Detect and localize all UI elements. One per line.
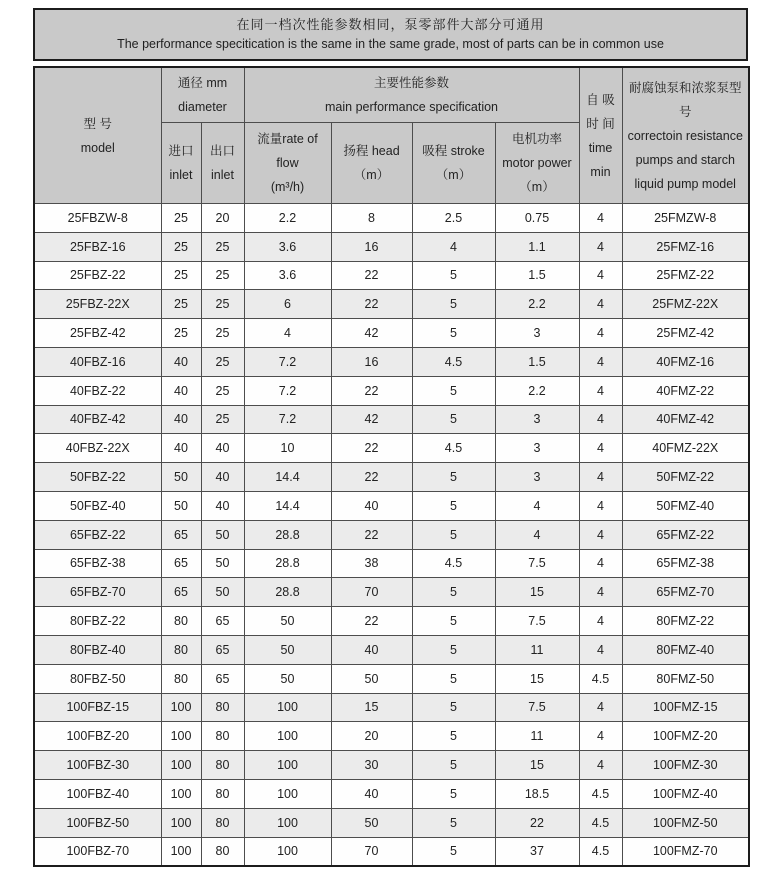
table-cell: 4.5 xyxy=(579,779,622,808)
table-cell: 4.5 xyxy=(579,664,622,693)
table-cell: 65FBZ-70 xyxy=(34,578,161,607)
header-head-unit: （m） xyxy=(353,168,390,182)
table-cell: 15 xyxy=(495,664,579,693)
table-cell: 65FMZ-70 xyxy=(622,578,749,607)
table-cell: 22 xyxy=(331,434,412,463)
table-cell: 4 xyxy=(579,261,622,290)
table-cell: 100 xyxy=(244,693,331,722)
table-cell: 100FBZ-15 xyxy=(34,693,161,722)
table-cell: 22 xyxy=(495,808,579,837)
table-cell: 50 xyxy=(161,463,201,492)
table-cell: 25 xyxy=(161,204,201,233)
table-cell: 100FBZ-20 xyxy=(34,722,161,751)
table-cell: 100FBZ-30 xyxy=(34,751,161,780)
table-cell: 50 xyxy=(201,549,244,578)
table-cell: 100 xyxy=(244,837,331,866)
table-cell: 3.6 xyxy=(244,261,331,290)
table-cell: 40FMZ-42 xyxy=(622,405,749,434)
table-cell: 80FMZ-22 xyxy=(622,607,749,636)
table-cell: 100 xyxy=(161,751,201,780)
table-row xyxy=(34,808,749,837)
table-cell: 28.8 xyxy=(244,520,331,549)
table-cell: 22 xyxy=(331,376,412,405)
table-cell: 10 xyxy=(244,434,331,463)
table-cell: 25 xyxy=(161,319,201,348)
table-cell: 65 xyxy=(201,607,244,636)
table-cell: 5 xyxy=(412,520,495,549)
table-cell: 4 xyxy=(579,520,622,549)
table-cell: 25 xyxy=(201,232,244,261)
table-cell: 5 xyxy=(412,491,495,520)
table-cell: 80FBZ-22 xyxy=(34,607,161,636)
table-cell: 80 xyxy=(201,837,244,866)
table-cell: 65 xyxy=(201,664,244,693)
table-cell: 50 xyxy=(244,635,331,664)
table-cell: 40FMZ-16 xyxy=(622,347,749,376)
table-cell: 4 xyxy=(579,376,622,405)
table-cell: 40 xyxy=(161,405,201,434)
table-cell: 7.2 xyxy=(244,347,331,376)
table-row xyxy=(34,463,749,492)
table-cell: 4 xyxy=(579,751,622,780)
table-cell: 1.5 xyxy=(495,261,579,290)
header-self-priming-time xyxy=(579,67,622,204)
table-cell: 4 xyxy=(579,693,622,722)
table-cell: 50 xyxy=(201,520,244,549)
table-cell: 80FMZ-40 xyxy=(622,635,749,664)
table-cell: 4.5 xyxy=(412,549,495,578)
header-motor-power xyxy=(495,123,579,204)
table-cell: 4 xyxy=(579,405,622,434)
table-cell: 40FMZ-22 xyxy=(622,376,749,405)
table-row xyxy=(34,491,749,520)
table-cell: 100 xyxy=(244,779,331,808)
header-outlet xyxy=(201,123,244,204)
table-cell: 25 xyxy=(201,405,244,434)
table-cell: 100FMZ-15 xyxy=(622,693,749,722)
table-cell: 7.5 xyxy=(495,549,579,578)
table-cell: 15 xyxy=(495,751,579,780)
header-inlet-en: inlet xyxy=(169,168,193,182)
table-cell: 22 xyxy=(331,520,412,549)
table-cell: 25 xyxy=(161,290,201,319)
table-cell: 22 xyxy=(331,607,412,636)
table-row xyxy=(34,319,749,348)
table-cell: 28.8 xyxy=(244,578,331,607)
table-cell: 50 xyxy=(201,578,244,607)
table-cell: 100FMZ-50 xyxy=(622,808,749,837)
table-cell: 42 xyxy=(331,405,412,434)
table-cell: 65 xyxy=(161,578,201,607)
table-cell: 65FMZ-38 xyxy=(622,549,749,578)
table-cell: 65FMZ-22 xyxy=(622,520,749,549)
table-cell: 5 xyxy=(412,751,495,780)
table-cell: 20 xyxy=(201,204,244,233)
header-main-performance xyxy=(244,67,579,123)
table-cell: 20 xyxy=(331,722,412,751)
table-cell: 22 xyxy=(331,261,412,290)
header-diameter-en: diameter xyxy=(178,100,227,114)
table-cell: 50 xyxy=(331,808,412,837)
table-cell: 100 xyxy=(161,693,201,722)
table-row xyxy=(34,751,749,780)
table-cell: 8 xyxy=(331,204,412,233)
table-cell: 40FBZ-16 xyxy=(34,347,161,376)
table-cell: 5 xyxy=(412,779,495,808)
table-cell: 100 xyxy=(244,751,331,780)
table-cell: 25FMZ-16 xyxy=(622,232,749,261)
header-diameter xyxy=(161,67,244,123)
table-cell: 40 xyxy=(331,779,412,808)
table-cell: 4 xyxy=(579,290,622,319)
table-row xyxy=(34,434,749,463)
header-inlet xyxy=(161,123,201,204)
notice-text-en: The performance specitication is the same in the same grade, most of parts can be in common use xyxy=(117,37,664,51)
table-cell: 4 xyxy=(579,549,622,578)
table-cell: 3 xyxy=(495,463,579,492)
table-cell: 40 xyxy=(161,347,201,376)
notice-banner xyxy=(33,8,748,61)
table-cell: 25 xyxy=(201,319,244,348)
table-cell: 5 xyxy=(412,607,495,636)
table-cell: 30 xyxy=(331,751,412,780)
table-row xyxy=(34,549,749,578)
table-cell: 22 xyxy=(331,463,412,492)
notice-text-zh: 在同一档次性能参数相同，泵零部件大部分可通用 xyxy=(236,17,545,32)
table-cell: 25 xyxy=(201,290,244,319)
table-row xyxy=(34,520,749,549)
table-cell: 4 xyxy=(579,347,622,376)
table-cell: 100 xyxy=(161,808,201,837)
table-cell: 2.2 xyxy=(244,204,331,233)
table-cell: 4 xyxy=(579,635,622,664)
table-cell: 7.5 xyxy=(495,607,579,636)
table-cell: 25 xyxy=(201,376,244,405)
table-cell: 4 xyxy=(579,491,622,520)
table-cell: 100 xyxy=(161,722,201,751)
table-cell: 40FBZ-22X xyxy=(34,434,161,463)
table-cell: 4 xyxy=(244,319,331,348)
table-cell: 50FBZ-40 xyxy=(34,491,161,520)
table-row xyxy=(34,693,749,722)
table-cell: 40 xyxy=(331,491,412,520)
table-cell: 40 xyxy=(331,635,412,664)
table-cell: 70 xyxy=(331,578,412,607)
table-cell: 40FBZ-42 xyxy=(34,405,161,434)
table-cell: 65 xyxy=(161,549,201,578)
table-cell: 5 xyxy=(412,319,495,348)
table-cell: 40 xyxy=(161,376,201,405)
header-flow xyxy=(244,123,331,204)
table-cell: 7.2 xyxy=(244,376,331,405)
header-power-zh: 电机功率 xyxy=(511,132,562,146)
header-stroke xyxy=(412,123,495,204)
table-cell: 80 xyxy=(161,635,201,664)
header-main-en: main performance specification xyxy=(325,100,498,114)
table-cell: 11 xyxy=(495,635,579,664)
pump-spec-table xyxy=(33,66,750,867)
table-cell: 15 xyxy=(331,693,412,722)
table-row xyxy=(34,578,749,607)
table-cell: 4.5 xyxy=(412,434,495,463)
table-cell: 40 xyxy=(201,463,244,492)
table-cell: 80 xyxy=(201,693,244,722)
table-cell: 4 xyxy=(579,434,622,463)
table-cell: 80FBZ-40 xyxy=(34,635,161,664)
table-cell: 50 xyxy=(161,491,201,520)
table-row xyxy=(34,232,749,261)
table-cell: 4 xyxy=(579,232,622,261)
table-cell: 3 xyxy=(495,405,579,434)
table-cell: 65 xyxy=(201,635,244,664)
table-cell: 14.4 xyxy=(244,463,331,492)
header-time-en2: min xyxy=(590,164,611,179)
table-cell: 4 xyxy=(495,491,579,520)
table-cell: 25 xyxy=(201,261,244,290)
table-cell: 80 xyxy=(201,722,244,751)
table-row xyxy=(34,722,749,751)
table-cell: 42 xyxy=(331,319,412,348)
table-cell: 5 xyxy=(412,722,495,751)
header-time-zh1: 自 吸 xyxy=(586,92,615,107)
header-model xyxy=(34,67,161,204)
header-head xyxy=(331,123,412,204)
table-cell: 25FMZ-42 xyxy=(622,319,749,348)
header-model-en: model xyxy=(80,140,115,155)
table-cell: 100FMZ-70 xyxy=(622,837,749,866)
table-cell: 100FBZ-50 xyxy=(34,808,161,837)
table-cell: 2.2 xyxy=(495,290,579,319)
header-flow-label: 流量rate of flow xyxy=(257,132,318,170)
header-resistant-en2: pumps and starch xyxy=(635,152,735,167)
table-cell: 65FBZ-38 xyxy=(34,549,161,578)
table-cell: 5 xyxy=(412,808,495,837)
table-cell: 100 xyxy=(244,722,331,751)
table-cell: 4.5 xyxy=(579,808,622,837)
header-resistant-en1: correctoin resistance xyxy=(627,128,743,143)
table-cell: 6 xyxy=(244,290,331,319)
table-cell: 50FMZ-22 xyxy=(622,463,749,492)
table-cell: 25FBZ-42 xyxy=(34,319,161,348)
table-cell: 25FBZ-16 xyxy=(34,232,161,261)
table-cell: 4 xyxy=(495,520,579,549)
table-cell: 80FBZ-50 xyxy=(34,664,161,693)
table-cell: 50FBZ-22 xyxy=(34,463,161,492)
table-row xyxy=(34,376,749,405)
header-diameter-zh: 通径 mm xyxy=(177,76,228,90)
header-stroke-label: 吸程 stroke xyxy=(422,144,485,158)
table-cell: 100FMZ-20 xyxy=(622,722,749,751)
table-cell: 15 xyxy=(495,578,579,607)
table-cell: 100 xyxy=(161,779,201,808)
table-cell: 25 xyxy=(161,232,201,261)
table-cell: 7.5 xyxy=(495,693,579,722)
header-inlet-zh: 进口 xyxy=(168,144,194,158)
table-cell: 25FMZ-22 xyxy=(622,261,749,290)
table-cell: 25FBZ-22 xyxy=(34,261,161,290)
header-flow-unit: (m³/h) xyxy=(270,180,305,194)
table-cell: 40 xyxy=(201,491,244,520)
table-cell: 25FMZ-22X xyxy=(622,290,749,319)
table-cell: 100 xyxy=(244,808,331,837)
table-cell: 100FBZ-40 xyxy=(34,779,161,808)
table-cell: 40 xyxy=(161,434,201,463)
table-cell: 70 xyxy=(331,837,412,866)
header-model-zh: 型 号 xyxy=(83,116,112,131)
table-cell: 11 xyxy=(495,722,579,751)
table-cell: 18.5 xyxy=(495,779,579,808)
table-cell: 80 xyxy=(161,664,201,693)
table-cell: 80FMZ-50 xyxy=(622,664,749,693)
table-cell: 50 xyxy=(244,664,331,693)
table-cell: 40 xyxy=(201,434,244,463)
table-cell: 4 xyxy=(579,204,622,233)
table-cell: 80 xyxy=(161,607,201,636)
header-resistant-model xyxy=(622,67,749,204)
table-cell: 37 xyxy=(495,837,579,866)
spec-table-body xyxy=(34,204,749,867)
table-cell: 50FMZ-40 xyxy=(622,491,749,520)
table-cell: 3.6 xyxy=(244,232,331,261)
table-cell: 2.2 xyxy=(495,376,579,405)
table-cell: 25FBZ-22X xyxy=(34,290,161,319)
table-cell: 4 xyxy=(579,319,622,348)
table-cell: 5 xyxy=(412,664,495,693)
header-resistant-en3: liquid pump model xyxy=(634,176,736,191)
table-cell: 2.5 xyxy=(412,204,495,233)
table-cell: 40FBZ-22 xyxy=(34,376,161,405)
table-cell: 5 xyxy=(412,463,495,492)
table-cell: 4.5 xyxy=(412,347,495,376)
table-cell: 16 xyxy=(331,347,412,376)
table-cell: 25FMZW-8 xyxy=(622,204,749,233)
table-cell: 80 xyxy=(201,808,244,837)
table-cell: 7.2 xyxy=(244,405,331,434)
table-cell: 25 xyxy=(161,261,201,290)
table-cell: 25FBZW-8 xyxy=(34,204,161,233)
table-cell: 5 xyxy=(412,261,495,290)
header-time-en1: time xyxy=(588,140,613,155)
table-row xyxy=(34,405,749,434)
header-head-label: 扬程 head xyxy=(343,144,400,158)
table-cell: 50 xyxy=(244,607,331,636)
table-cell: 65FBZ-22 xyxy=(34,520,161,549)
header-time-zh2: 时 间 xyxy=(586,116,615,131)
table-row xyxy=(34,635,749,664)
table-row xyxy=(34,779,749,808)
table-cell: 3 xyxy=(495,319,579,348)
table-cell: 4.5 xyxy=(579,837,622,866)
table-cell: 5 xyxy=(412,635,495,664)
table-cell: 38 xyxy=(331,549,412,578)
header-power-unit: （m） xyxy=(519,180,555,194)
table-row xyxy=(34,664,749,693)
table-row xyxy=(34,347,749,376)
table-cell: 1.5 xyxy=(495,347,579,376)
header-main-zh: 主要性能参数 xyxy=(373,76,449,90)
table-cell: 25 xyxy=(201,347,244,376)
table-cell: 80 xyxy=(201,751,244,780)
table-cell: 4 xyxy=(579,722,622,751)
table-cell: 4 xyxy=(579,463,622,492)
table-cell: 5 xyxy=(412,376,495,405)
table-cell: 5 xyxy=(412,578,495,607)
table-cell: 1.1 xyxy=(495,232,579,261)
table-cell: 4 xyxy=(579,578,622,607)
header-outlet-zh: 出口 xyxy=(209,144,235,158)
table-cell: 100FMZ-30 xyxy=(622,751,749,780)
header-outlet-en: inlet xyxy=(211,168,234,182)
table-cell: 40FMZ-22X xyxy=(622,434,749,463)
header-power-en: motor power xyxy=(502,156,572,170)
table-cell: 80 xyxy=(201,779,244,808)
header-resistant-zh: 耐腐蚀泵和浓浆泵型号 xyxy=(628,80,742,119)
table-cell: 14.4 xyxy=(244,491,331,520)
table-cell: 0.75 xyxy=(495,204,579,233)
table-cell: 100FBZ-70 xyxy=(34,837,161,866)
table-cell: 5 xyxy=(412,290,495,319)
table-cell: 100FMZ-40 xyxy=(622,779,749,808)
header-stroke-unit: （m） xyxy=(435,168,472,182)
table-cell: 4 xyxy=(412,232,495,261)
table-cell: 28.8 xyxy=(244,549,331,578)
table-cell: 50 xyxy=(331,664,412,693)
table-row xyxy=(34,204,749,233)
table-cell: 16 xyxy=(331,232,412,261)
table-row xyxy=(34,261,749,290)
table-row xyxy=(34,290,749,319)
table-row xyxy=(34,607,749,636)
table-cell: 5 xyxy=(412,837,495,866)
table-row xyxy=(34,837,749,866)
table-cell: 65 xyxy=(161,520,201,549)
table-cell: 5 xyxy=(412,693,495,722)
table-cell: 4 xyxy=(579,607,622,636)
table-cell: 5 xyxy=(412,405,495,434)
table-cell: 100 xyxy=(161,837,201,866)
table-cell: 22 xyxy=(331,290,412,319)
table-cell: 3 xyxy=(495,434,579,463)
